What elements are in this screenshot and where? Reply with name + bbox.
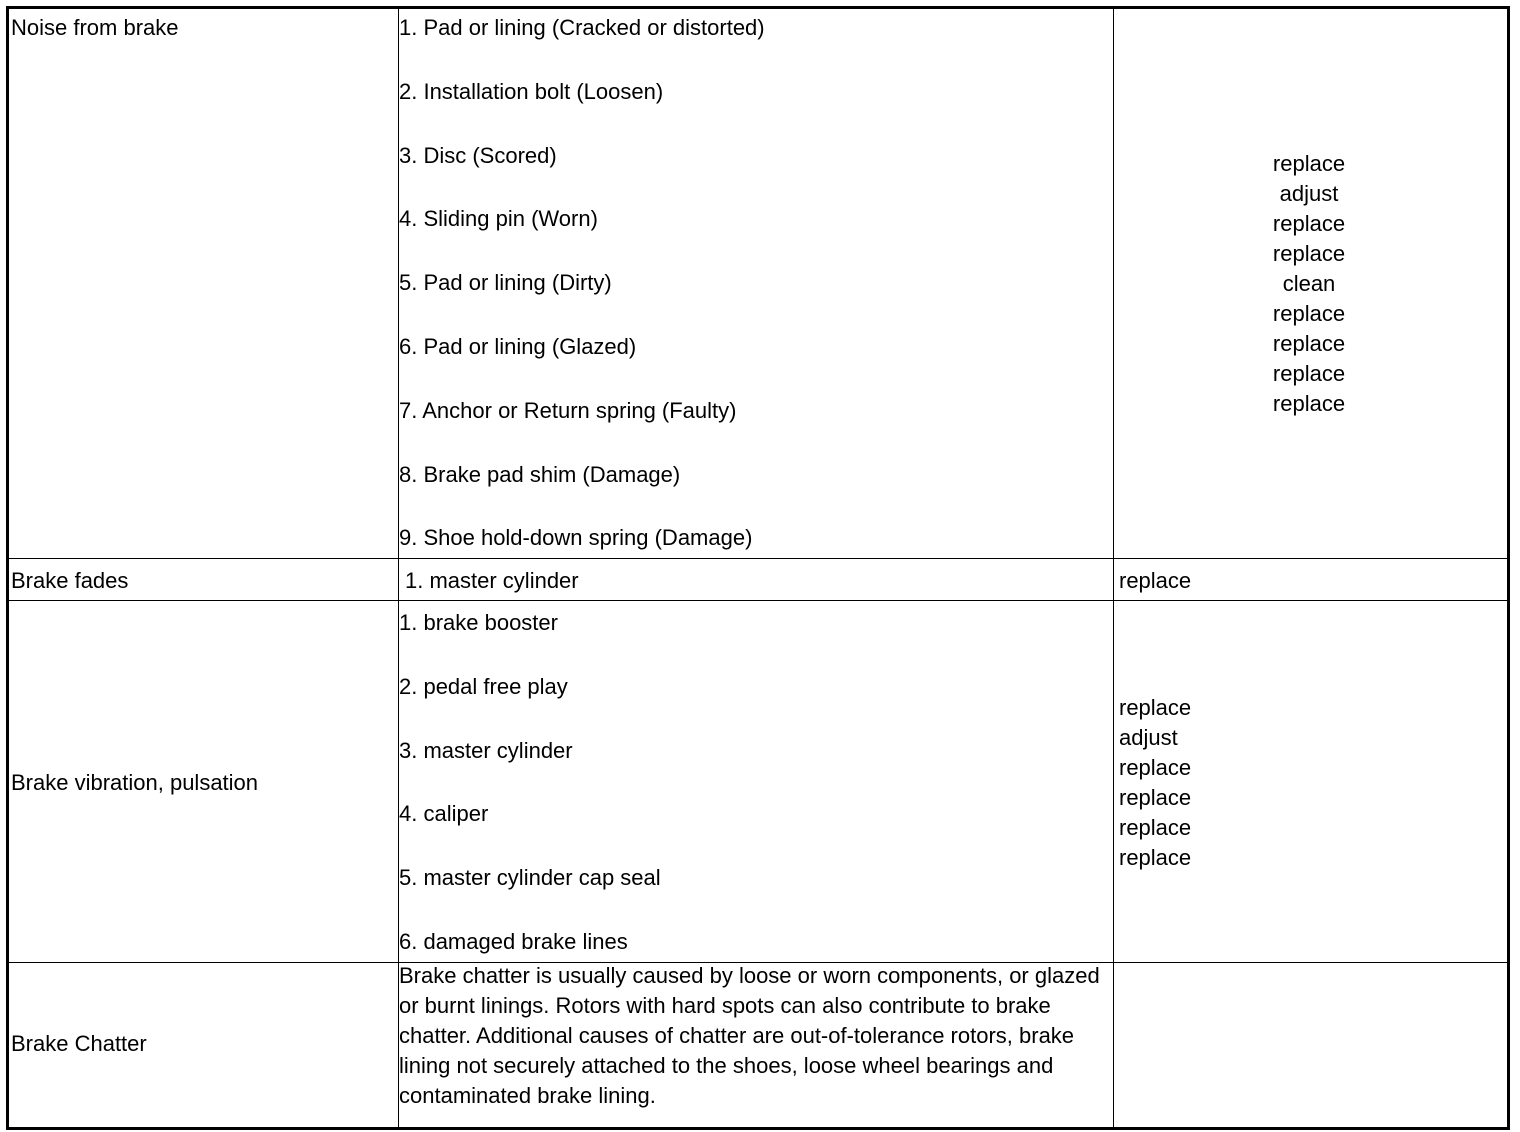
action-item: replace bbox=[1272, 151, 1346, 176]
cause-item: 4. Sliding pin (Worn) bbox=[399, 206, 598, 232]
action-item: replace bbox=[1119, 815, 1192, 840]
cause-item: 7. Anchor or Return spring (Faulty) bbox=[399, 397, 737, 423]
action-item: adjust bbox=[1119, 725, 1178, 750]
action-item: replace bbox=[1272, 361, 1346, 386]
cause-item: 6. Pad or lining (Glazed) bbox=[399, 333, 637, 359]
chatter-description: Brake chatter is usually caused by loose or worn components, or glazed or burnt linings. Rotors with hard spots can also contribute to brake chatter. Additional causes of chatter are out-of-tolerance rotors, brake lining not securely attached to the shoes, loose wheel bearings and contaminated brake lining. bbox=[399, 963, 1100, 1108]
cause-item: 4. caliper bbox=[399, 801, 489, 827]
cause-item: 1. master cylinder bbox=[405, 568, 579, 593]
symptom-brake-chatter: Brake Chatter bbox=[11, 1031, 147, 1056]
action-item: replace bbox=[1272, 211, 1346, 236]
cause-item: 5. Pad or lining (Dirty) bbox=[399, 270, 612, 296]
actions-list-vibration bbox=[1119, 693, 1191, 873]
causes-list-vibration bbox=[399, 608, 661, 991]
cause-item: 8. Brake pad shim (Damage) bbox=[399, 461, 681, 487]
cause-item: 2. Installation bolt (Loosen) bbox=[399, 78, 664, 104]
action-item: replace bbox=[1119, 755, 1192, 780]
action-item: replace bbox=[1119, 695, 1192, 720]
cause-item: 5. master cylinder cap seal bbox=[399, 865, 661, 891]
action-item: replace bbox=[1272, 241, 1346, 266]
cause-item: 2. pedal free play bbox=[399, 673, 568, 699]
cause-item: 3. master cylinder bbox=[399, 737, 573, 763]
cause-item: 1. Pad or lining (Cracked or distorted) bbox=[399, 15, 765, 40]
cause-item: 9. Shoe hold-down spring (Damage) bbox=[399, 525, 753, 551]
action-item: replace bbox=[1272, 391, 1346, 416]
cause-item: 6. damaged brake lines bbox=[399, 928, 628, 954]
row-divider-2 bbox=[9, 600, 1507, 601]
action-item: clean bbox=[1282, 271, 1336, 296]
symptom-brake-fades: Brake fades bbox=[11, 568, 129, 593]
causes-list-noise bbox=[399, 13, 765, 587]
symptom-brake-vibration: Brake vibration, pulsation bbox=[11, 770, 259, 795]
symptom-noise-from-brake: Noise from brake bbox=[11, 15, 179, 40]
action-item: replace bbox=[1272, 331, 1346, 356]
actions-list-noise bbox=[1114, 149, 1504, 419]
cause-item: 1. brake booster bbox=[399, 610, 558, 635]
action-item: adjust bbox=[1279, 181, 1339, 206]
action-item: replace bbox=[1272, 301, 1346, 326]
action-item: replace bbox=[1119, 785, 1192, 810]
action-item: replace bbox=[1119, 568, 1192, 593]
cause-item: 3. Disc (Scored) bbox=[399, 142, 557, 168]
action-item: replace bbox=[1119, 845, 1192, 870]
